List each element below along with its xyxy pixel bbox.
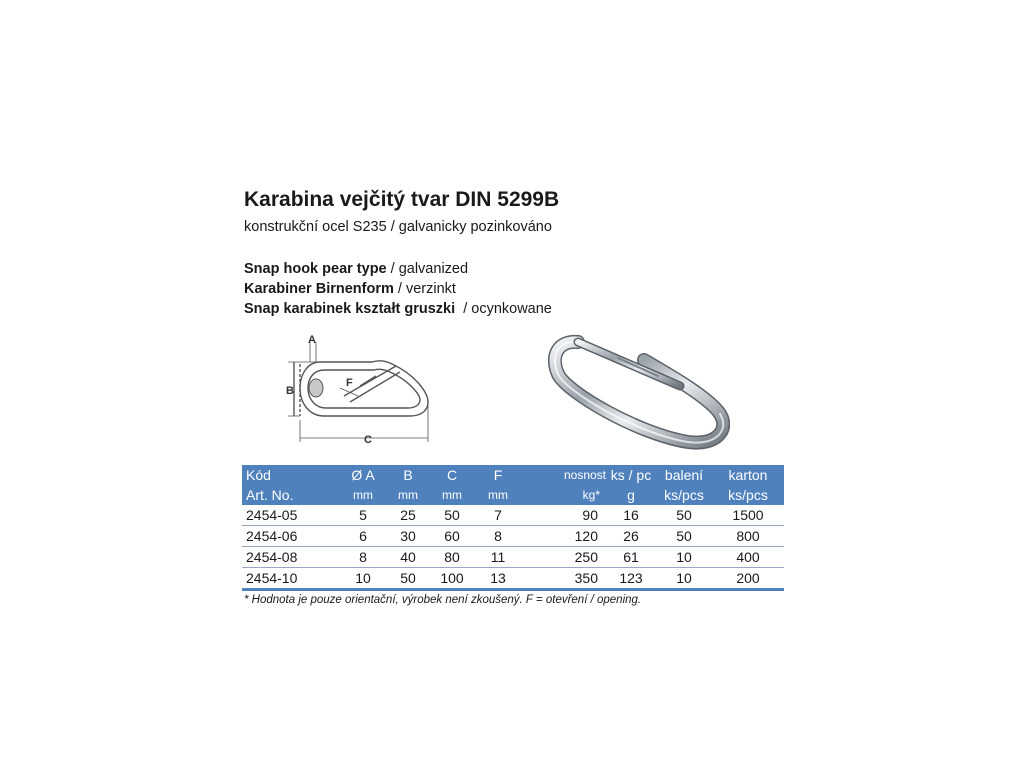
cell-pack: 50 xyxy=(656,505,712,526)
lang-en-bold: Snap hook pear type xyxy=(244,261,387,277)
cell-b: 30 xyxy=(387,526,429,547)
cell-carton: 200 xyxy=(712,568,784,590)
product-subtitle: konstrukční ocel S235 / galvanicky pozinkováno xyxy=(244,219,552,235)
cell-weight: 61 xyxy=(606,547,656,568)
cell-load: 250 xyxy=(521,547,606,568)
cell-b: 50 xyxy=(387,568,429,590)
col-load: nosnost xyxy=(521,465,606,485)
col-b-unit: mm xyxy=(387,485,429,505)
col-b: B xyxy=(387,465,429,485)
cell-c: 60 xyxy=(429,526,475,547)
cell-load: 350 xyxy=(521,568,606,590)
lang-de-normal: / verzinkt xyxy=(393,281,456,297)
col-a-unit: mm xyxy=(339,485,387,505)
table-row xyxy=(242,568,784,590)
col-pack-unit: ks/pcs xyxy=(656,485,712,505)
snap-hook-photo xyxy=(548,330,730,452)
cell-pack: 50 xyxy=(656,526,712,547)
lang-line-en xyxy=(244,261,468,277)
cell-code: 2454-08 xyxy=(242,547,339,568)
cell-load: 120 xyxy=(521,526,606,547)
cell-pack: 10 xyxy=(656,547,712,568)
col-carton: karton xyxy=(712,465,784,485)
cell-f: 7 xyxy=(475,505,521,526)
lang-de-bold: Karabiner Birnenform xyxy=(244,281,394,297)
label-f: F xyxy=(346,377,353,389)
cell-a: 5 xyxy=(339,505,387,526)
cell-a: 8 xyxy=(339,547,387,568)
col-weight: ks / pc xyxy=(606,465,656,485)
cell-c: 80 xyxy=(429,547,475,568)
cell-load: 90 xyxy=(521,505,606,526)
cell-carton: 800 xyxy=(712,526,784,547)
lang-en-normal: / galvanized xyxy=(386,261,469,277)
cell-f: 11 xyxy=(475,547,521,568)
cell-carton: 400 xyxy=(712,547,784,568)
table-subheader-row xyxy=(242,485,784,505)
spec-table xyxy=(242,465,784,591)
cell-weight: 26 xyxy=(606,526,656,547)
col-load-unit: kg* xyxy=(521,485,606,505)
label-a: A xyxy=(308,334,316,346)
table-header-row xyxy=(242,465,784,485)
lang-pl-bold: Snap karabinek kształt gruszki xyxy=(244,301,456,317)
cell-code: 2454-05 xyxy=(242,505,339,526)
col-carton-unit: ks/pcs xyxy=(712,485,784,505)
cell-carton: 1500 xyxy=(712,505,784,526)
table-row xyxy=(242,526,784,547)
col-code: Kód xyxy=(242,465,339,485)
footnote: * Hodnota je pouze orientační, výrobek není zkoušený. F = otevření / opening. xyxy=(244,594,642,606)
cell-weight: 16 xyxy=(606,505,656,526)
cell-c: 50 xyxy=(429,505,475,526)
snap-hook-diagram xyxy=(280,330,450,450)
lang-line-pl xyxy=(244,301,552,317)
col-f: F xyxy=(475,465,521,485)
lang-pl-normal: / ocynkowane xyxy=(455,301,552,317)
cell-b: 25 xyxy=(387,505,429,526)
label-b: B xyxy=(286,385,294,397)
cell-b: 40 xyxy=(387,547,429,568)
cell-weight: 123 xyxy=(606,568,656,590)
col-a: Ø A xyxy=(339,465,387,485)
col-pack: balení xyxy=(656,465,712,485)
col-weight-unit: g xyxy=(606,485,656,505)
label-c: C xyxy=(364,434,372,446)
cell-code: 2454-10 xyxy=(242,568,339,590)
cell-c: 100 xyxy=(429,568,475,590)
lang-line-de xyxy=(244,281,456,297)
cell-a: 6 xyxy=(339,526,387,547)
cell-f: 8 xyxy=(475,526,521,547)
cell-a: 10 xyxy=(339,568,387,590)
col-code-unit: Art. No. xyxy=(242,485,339,505)
table-row xyxy=(242,505,784,526)
cell-f: 13 xyxy=(475,568,521,590)
cell-code: 2454-06 xyxy=(242,526,339,547)
col-c: C xyxy=(429,465,475,485)
table-row xyxy=(242,547,784,568)
col-f-unit: mm xyxy=(475,485,521,505)
col-c-unit: mm xyxy=(429,485,475,505)
product-title: Karabina vejčitý tvar DIN 5299B xyxy=(244,188,560,211)
cell-pack: 10 xyxy=(656,568,712,590)
